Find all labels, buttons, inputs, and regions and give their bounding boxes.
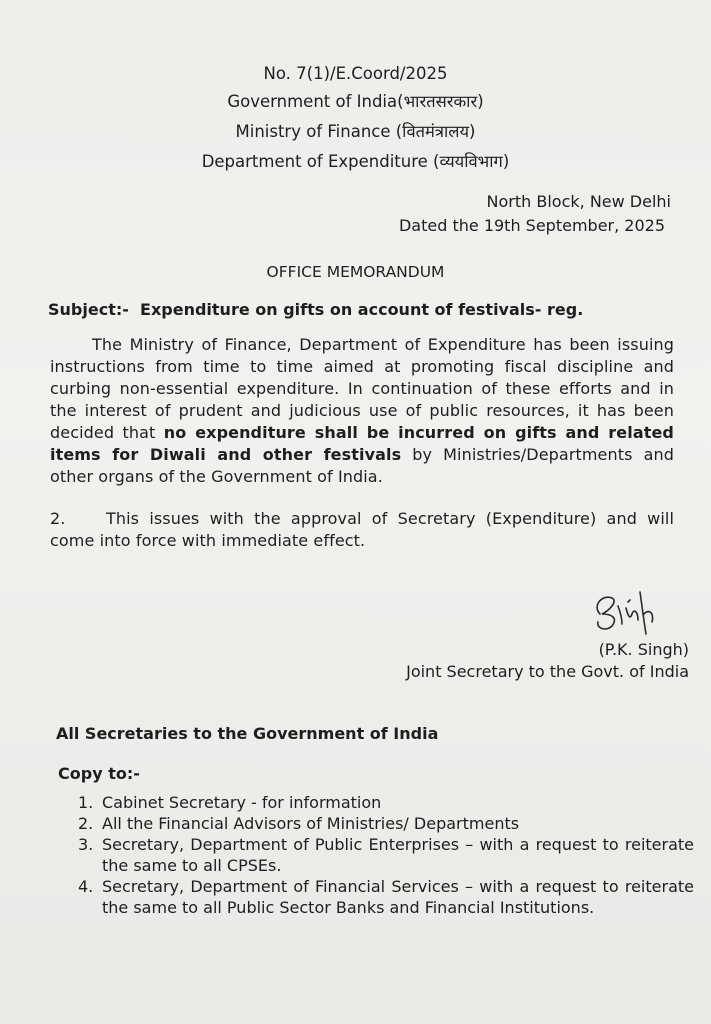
signatory-name: (P.K. Singh) <box>598 640 689 659</box>
paragraph-1-bold-text: no expenditure shall be incurred on gifts and related items for Diwali and other festivals <box>50 423 674 464</box>
list-item: 2. All the Financial Advisors of Ministries/ Departments <box>78 814 520 833</box>
paragraph-1-text-b: by Ministries/Departments and other organs of the Government of India. <box>50 445 675 486</box>
copy-to-list <box>78 792 694 918</box>
addressee: All Secretaries to the Government of India <box>56 724 439 743</box>
reference-number: No. 7(1)/E.Coord/2025 <box>263 64 448 83</box>
department-line: Department of Expenditure (व्ययविभाग) <box>201 152 510 171</box>
date-line: Dated the 19th September, 2025 <box>398 216 665 235</box>
ministry-line: Ministry of Finance (वितमंत्रालय) <box>235 122 476 141</box>
subject-line <box>48 300 583 320</box>
subject-text: Expenditure on gifts on account of festivals- reg. <box>140 300 584 319</box>
paragraph-2-number: 2. <box>50 509 66 528</box>
memo-title: OFFICE MEMORANDUM <box>266 263 445 281</box>
paragraph-1-text-a: The Ministry of Finance, Department of Expenditure has been issuing instructions from time to time aimed at promoting fiscal discipline and curbing non-essential expenditure. In continuation of these efforts and in the interest of prudent and judicious use of public resources, it has been decided that <box>50 335 674 442</box>
government-line: Government of India(भारतसरकार) <box>227 92 484 111</box>
paragraph-2-text: This issues with the approval of Secretary (Expenditure) and will come into force with immediate effect. <box>50 509 674 550</box>
signatory-designation: Joint Secretary to the Govt. of India <box>406 662 689 681</box>
list-item: 1. Cabinet Secretary - for information <box>78 793 382 812</box>
list-item: 4. Secretary, Department of Financial Services – with a request to reiterate the same to all Public Sector Banks and Financial Institutions. <box>78 877 694 917</box>
paragraph-2 <box>50 508 674 552</box>
list-item: 3. Secretary, Department of Public Enterprises – with a request to reiterate the same to all CPSEs. <box>78 835 694 875</box>
place-line: North Block, New Delhi <box>486 192 671 211</box>
copy-to-label: Copy to:- <box>58 764 140 783</box>
signature-image <box>588 584 676 638</box>
paragraph-1 <box>50 334 674 488</box>
subject-label: Subject:- <box>48 300 129 319</box>
